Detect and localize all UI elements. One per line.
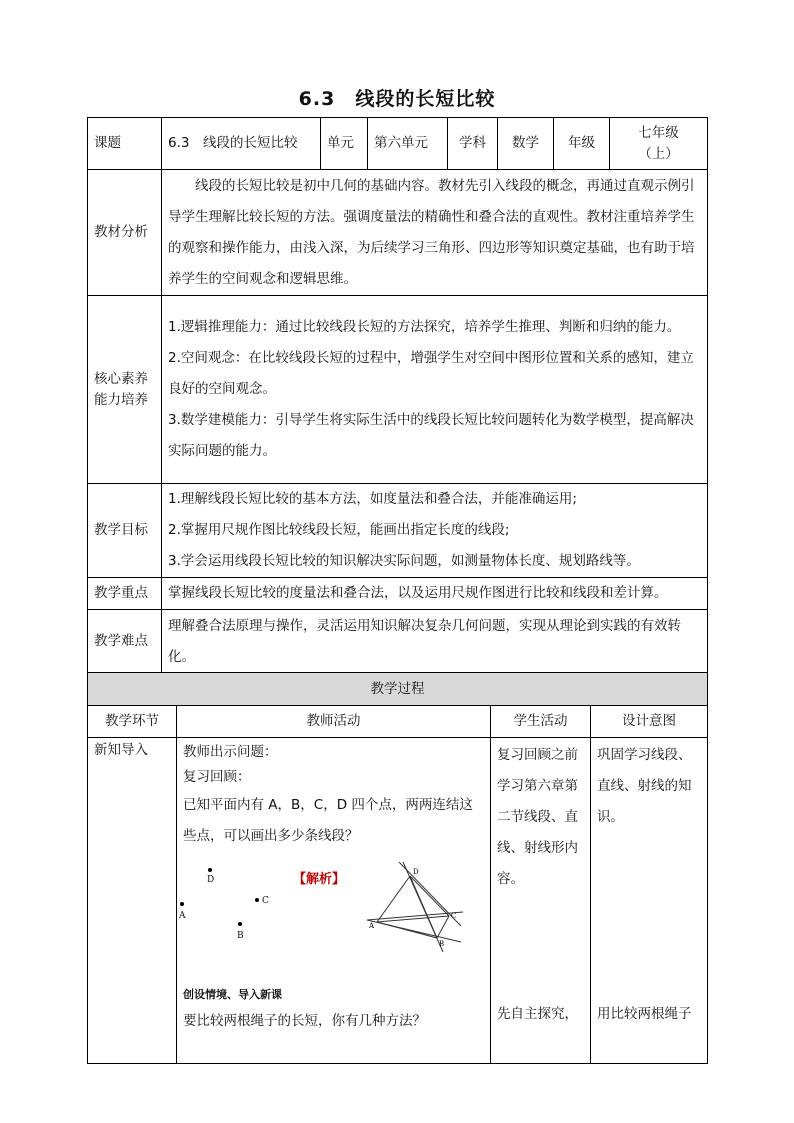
analysis-text: 线段的长短比较是初中几何的基础内容。教材先引入线段的概念，再通过直观示例引导学生理解比较长短的方法。强调度量法的精确性和叠合法的直观性。教材注重培养学生的观察和操作能力，由浅入深，为后续学习三角形、四边形等知识奠定基础，也有助于培养学生的空间观念和逻辑思维。 xyxy=(168,177,695,287)
core-item-1: 1.逻辑推理能力：通过比较线段长短的方法探究，培养学生推理、判断和归纳的能力。 xyxy=(168,319,681,335)
goals-label: 教学目标 xyxy=(88,484,162,578)
svg-text:D: D xyxy=(413,868,419,876)
process-table xyxy=(87,672,708,1064)
step-name: 新知导入 xyxy=(88,738,177,1064)
process-heading: 教学过程 xyxy=(88,673,708,706)
goal-item-3: 3.学会运用线段长短比较的知识解决实际问题，如测量物体长度、规划路线等。 xyxy=(168,553,640,569)
intent-text-2: 用比较两根绳子 xyxy=(597,1006,692,1022)
unit-label: 单元 xyxy=(321,118,368,170)
col-step-header: 教学环节 xyxy=(88,706,177,738)
connected-lines-diagram xyxy=(363,860,473,954)
goal-item-2: 2.掌握用尺规作图比较线段长短，能画出指定长度的线段; xyxy=(168,522,510,538)
core-label-line-1: 核心素养 xyxy=(94,371,148,388)
teacher-line-1: 教师出示问题： xyxy=(183,744,278,760)
core-cell xyxy=(162,296,708,484)
analysis-label: 教材分析 xyxy=(88,170,162,296)
grade-value-line-2: （上） xyxy=(638,145,679,162)
goals-cell xyxy=(162,484,708,578)
difficulty-cell xyxy=(162,610,708,674)
col-teacher-header: 教师活动 xyxy=(177,706,491,738)
intent-text: 巩固学习线段、直线、射线的知识。 xyxy=(597,747,692,825)
page-title: 6.3 线段的长短比较 xyxy=(298,88,496,110)
point-d-dot xyxy=(208,868,212,872)
point-b-dot xyxy=(238,922,242,926)
core-label-line-2: 能力培养 xyxy=(94,391,148,408)
grade-value xyxy=(610,118,708,170)
goal-item-1: 1.理解线段长短比较的基本方法，如度量法和叠合法，并能准确运用; xyxy=(168,491,577,507)
core-label xyxy=(88,296,162,484)
core-item-2: 2.空间观念：在比较线段长短的过程中，增强学生对空间中图形位置和关系的感知，建立良好的空间观念。 xyxy=(168,350,694,397)
key-point-label: 教学重点 xyxy=(88,578,162,610)
teacher-line-2: 复习回顾： xyxy=(183,769,251,785)
grade-value-line-1: 七年级 xyxy=(638,125,679,142)
teacher-cell xyxy=(177,738,491,1064)
point-a-label: A xyxy=(179,911,186,921)
topic-label: 课题 xyxy=(88,118,162,170)
subject-label: 学科 xyxy=(448,118,498,170)
student-text-2: 先自主探究， xyxy=(497,1006,578,1022)
teacher-line-3: 已知平面内有 A，B，C，D 四个点，两两连结这些点，可以画出多少条线段？ xyxy=(183,797,473,844)
unit-value: 第六单元 xyxy=(368,118,448,170)
intent-cell xyxy=(591,738,708,1064)
points-figure xyxy=(179,858,484,976)
col-intent-header: 设计意图 xyxy=(591,706,708,738)
grade-label: 年级 xyxy=(554,118,610,170)
subject-value: 数学 xyxy=(498,118,554,170)
key-point-text: 掌握线段长短比较的度量法和叠合法，以及运用尺规作图进行比较和线段和差计算。 xyxy=(162,578,708,610)
point-b-label: B xyxy=(237,931,244,941)
core-item-3: 3.数学建模能力：引导学生将实际生活中的线段长短比较问题转化为数学模型，提高解决实际问题的能力。 xyxy=(168,412,694,459)
topic-value: 6.3 线段的长短比较 xyxy=(162,118,321,170)
student-cell xyxy=(491,738,591,1064)
svg-text:A: A xyxy=(369,922,375,930)
point-c-label: C xyxy=(262,896,269,906)
svg-text:C: C xyxy=(451,912,457,920)
scene-title: 创设情境、导入新课 xyxy=(183,988,282,1001)
col-student-header: 学生活动 xyxy=(491,706,591,738)
scene-question: 要比较两根绳子的长短，你有几种方法？ xyxy=(183,1013,426,1029)
svg-text:B: B xyxy=(439,940,445,948)
point-a-dot xyxy=(180,902,184,906)
analysis-tag: 【解析】 xyxy=(293,872,346,887)
point-c-dot xyxy=(255,898,259,902)
analysis-cell xyxy=(162,170,708,296)
point-d-label: D xyxy=(207,875,215,885)
difficulty-label: 教学难点 xyxy=(88,610,162,674)
difficulty-text: 理解叠合法原理与操作，灵活运用知识解决复杂几何问题，实现从理论到实践的有效转化。 xyxy=(168,617,681,665)
student-text: 复习回顾之前学习第六章第二节线段、直线、射线形内容。 xyxy=(497,747,578,887)
lesson-info-table xyxy=(87,117,708,674)
